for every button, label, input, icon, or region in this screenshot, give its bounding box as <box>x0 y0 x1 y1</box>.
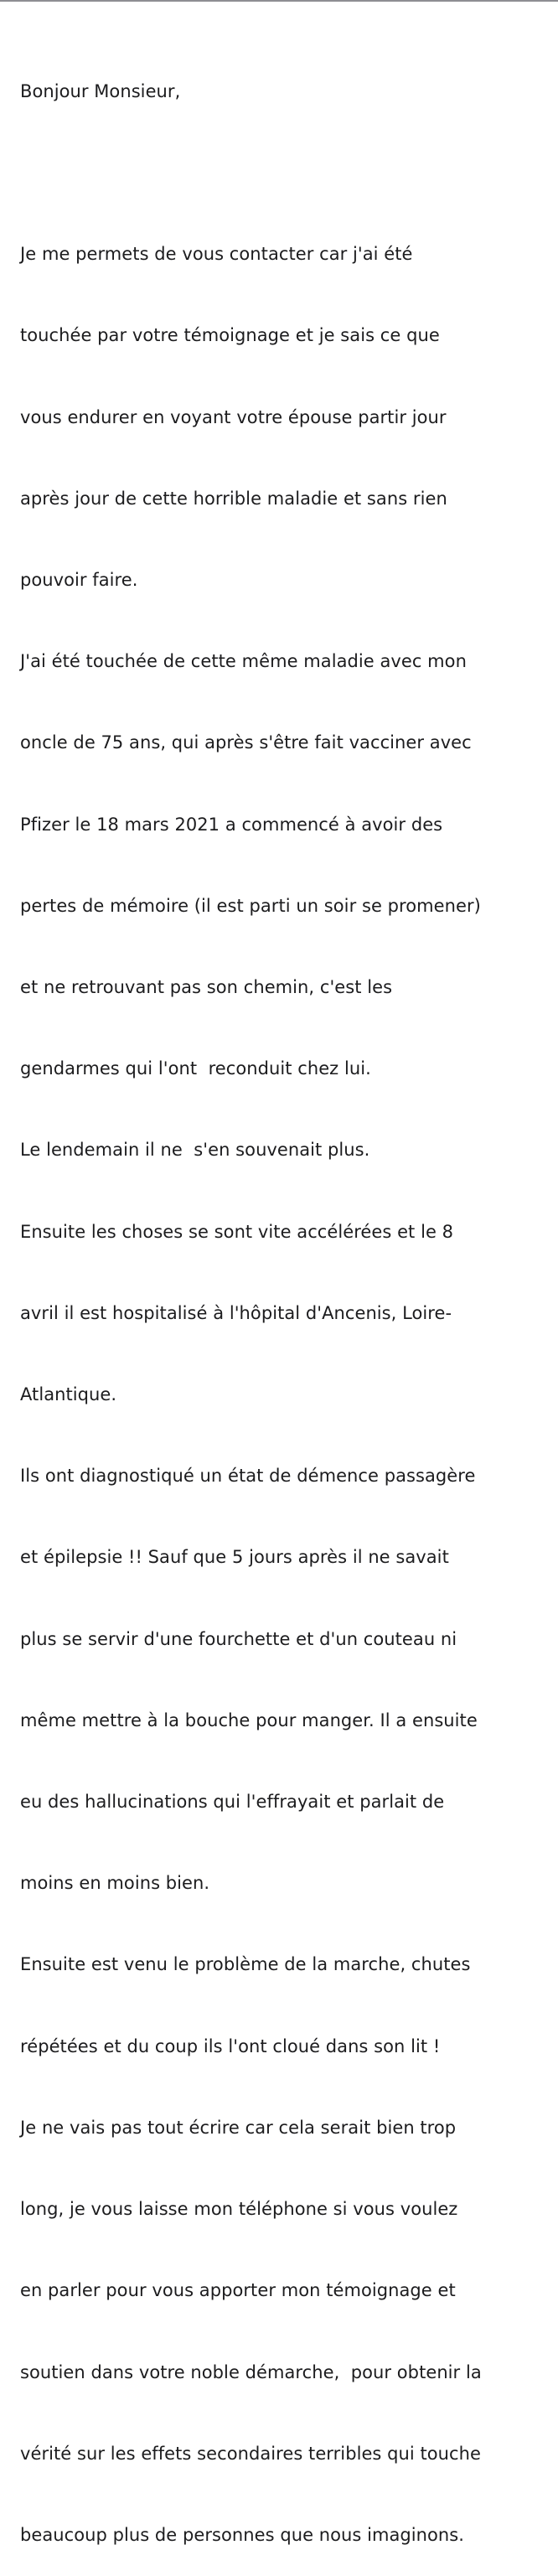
text-line: moins en moins bien. <box>20 1873 210 1894</box>
text-line: Bonjour Monsieur, <box>20 80 181 101</box>
text-line: Pfizer le 18 mars 2021 a commencé à avoir des <box>20 814 443 835</box>
text-line: et épilepsie !! Sauf que 5 jours après il ne savait <box>20 1547 449 1568</box>
text-line: vous endurer en voyant votre épouse partir jour <box>20 406 447 427</box>
text-line: en parler pour vous apporter mon témoignage et <box>20 2280 456 2301</box>
text-line: Je ne vais pas tout écrire car cela serait bien trop <box>20 2117 457 2138</box>
text-line: Atlantique. <box>20 1384 117 1405</box>
top-divider <box>0 0 558 2</box>
text-line: touchée par votre témoignage et je sais ce que <box>20 325 440 346</box>
text-line: et ne retrouvant pas son chemin, c'est les <box>20 977 393 998</box>
text-line: eu des hallucinations qui l'effrayait et parlait de <box>20 1792 445 1813</box>
text-line <box>20 159 553 186</box>
text-line: plus se servir d'une fourchette et d'un couteau ni <box>20 1628 457 1649</box>
text-line: avril il est hospitalisé à l'hôpital d'Ancenis, Loire- <box>20 1302 452 1323</box>
text-line: Ensuite est venu le problème de la marche, chutes <box>20 1954 471 1975</box>
letter-body <box>20 23 553 2576</box>
text-line: long, je vous laisse mon téléphone si vous voulez <box>20 2199 458 2220</box>
text-line: après jour de cette horrible maladie et sans rien <box>20 488 447 509</box>
text-line: répétées et du coup ils l'ont cloué dans son lit ! <box>20 2035 441 2056</box>
text-line: Ils ont diagnostiqué un état de démence passagère <box>20 1466 476 1487</box>
text-line: vérité sur les effets secondaires terribles qui touche <box>20 2443 481 2464</box>
text-line: soutien dans votre noble démarche, pour obtenir la <box>20 2361 482 2382</box>
text-line: Le lendemain il ne s'en souvenait plus. <box>20 1140 370 1161</box>
text-line: Je me permets de vous contacter car j'ai été <box>20 244 413 265</box>
text-line: beaucoup plus de personnes que nous imaginons. <box>20 2524 465 2545</box>
text-line: oncle de 75 ans, qui après s'être fait vacciner avec <box>20 732 472 753</box>
text-line: Ensuite les choses se sont vite accélérées et le 8 <box>20 1221 454 1242</box>
text-line: J'ai été touchée de cette même maladie avec mon <box>20 651 467 672</box>
text-line: pertes de mémoire (il est parti un soir se promener) <box>20 895 481 916</box>
text-line: gendarmes qui l'ont reconduit chez lui. <box>20 1058 371 1079</box>
text-line: même mettre à la bouche pour manger. Il a ensuite <box>20 1710 478 1730</box>
text-line: pouvoir faire. <box>20 570 138 591</box>
